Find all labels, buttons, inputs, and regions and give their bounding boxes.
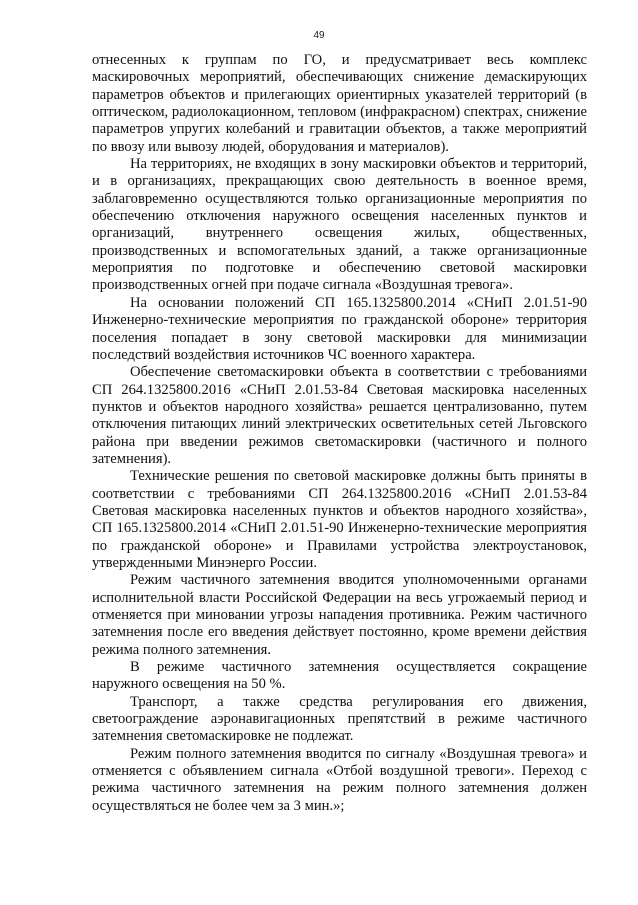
paragraph-technical-solutions: Технические решения по световой маскировке должны быть приняты в соответствии с требованиями СП 264.1325800.2016 «СНиП 2.01.53-84 Световая маскировка населенных пунктов и объектов народного хозяйства», СП 165.1325800.2014 «СНиП 2.01.51-90 Инженерно-технические мероприятия по гражданской обороне» и Правилами устройства электроустановок, утвержденными Минэнерго России.	[92, 468, 587, 571]
paragraph-continuation: отнесенных к группам по ГО, и предусматривает весь комплекс маскировочных мероприятий, обеспечивающих снижение демаскирующих параметров объектов и прилегающих ориентирных указателей территорий (в оптическом, радиолокационном, тепловом (инфракрасном) спектрах, снижение параметров упругих колебаний и гравитации объектов, а также мероприятий по ввозу или вывозу людей, оборудования и материалов).	[92, 52, 587, 155]
paragraph-lighting-reduction: В режиме частичного затемнения осуществляется сокращение наружного освещения на 50 %.	[92, 659, 587, 693]
paragraph-full-blackout: Режим полного затемнения вводится по сигналу «Воздушная тревога» и отменяется с объявлением сигнала «Отбой воздушной тревоги». Переход с режима частичного затемнения на режим полного затемнения должен осуществляться не более чем за 3 мин.»;	[92, 745, 587, 814]
paragraph-transport: Транспорт, а также средства регулирования его движения, светоограждение аэронавигационных препятствий в режиме частичного затемнения светомаскировке не подлежат.	[92, 693, 587, 745]
paragraph-partial-blackout: Режим частичного затемнения вводится уполномоченными органами исполнительной власти Российской Федерации на весь угрожаемый период и отменяется при миновании угрозы нападения противника. Режим частичного затемнения после его введения действует постоянно, кроме времени действия режима полного затемнения.	[92, 572, 587, 658]
page-number: 49	[313, 30, 325, 41]
document-body	[92, 52, 587, 815]
paragraph-light-masking-provision: Обеспечение светомаскировки объекта в соответствии с требованиями СП 264.1325800.2016 «СНиП 2.01.53-84 Световая маскировка населенных пунктов и объектов народного хозяйства» решается централизованно, путем отключения питающих линий электрических осветительных сетей Льговского района при введении режимов светомаскировки (частичного и полного затемнения).	[92, 364, 587, 467]
paragraph-light-masking-zone: На основании положений СП 165.1325800.2014 «СНиП 2.01.51-90 Инженерно-технические мероприятия по гражданской обороне» территория поселения попадает в зону световой маскировки для минимизации последствий воздействия источников ЧС военного характера.	[92, 294, 587, 363]
paragraph-non-masking-territories: На территориях, не входящих в зону маскировки объектов и территорий, и в организациях, прекращающих свою деятельность в военное время, заблаговременно осуществляются только организационные мероприятия по обеспечению отключения наружного освещения населенных пунктов и организаций, внутреннего освещения жилых, общественных, производственных и вспомогательных зданий, а также организационные мероприятия по подготовке и обеспечению световой маскировки производственных огней при подаче сигнала «Воздушная тревога».	[92, 156, 587, 294]
